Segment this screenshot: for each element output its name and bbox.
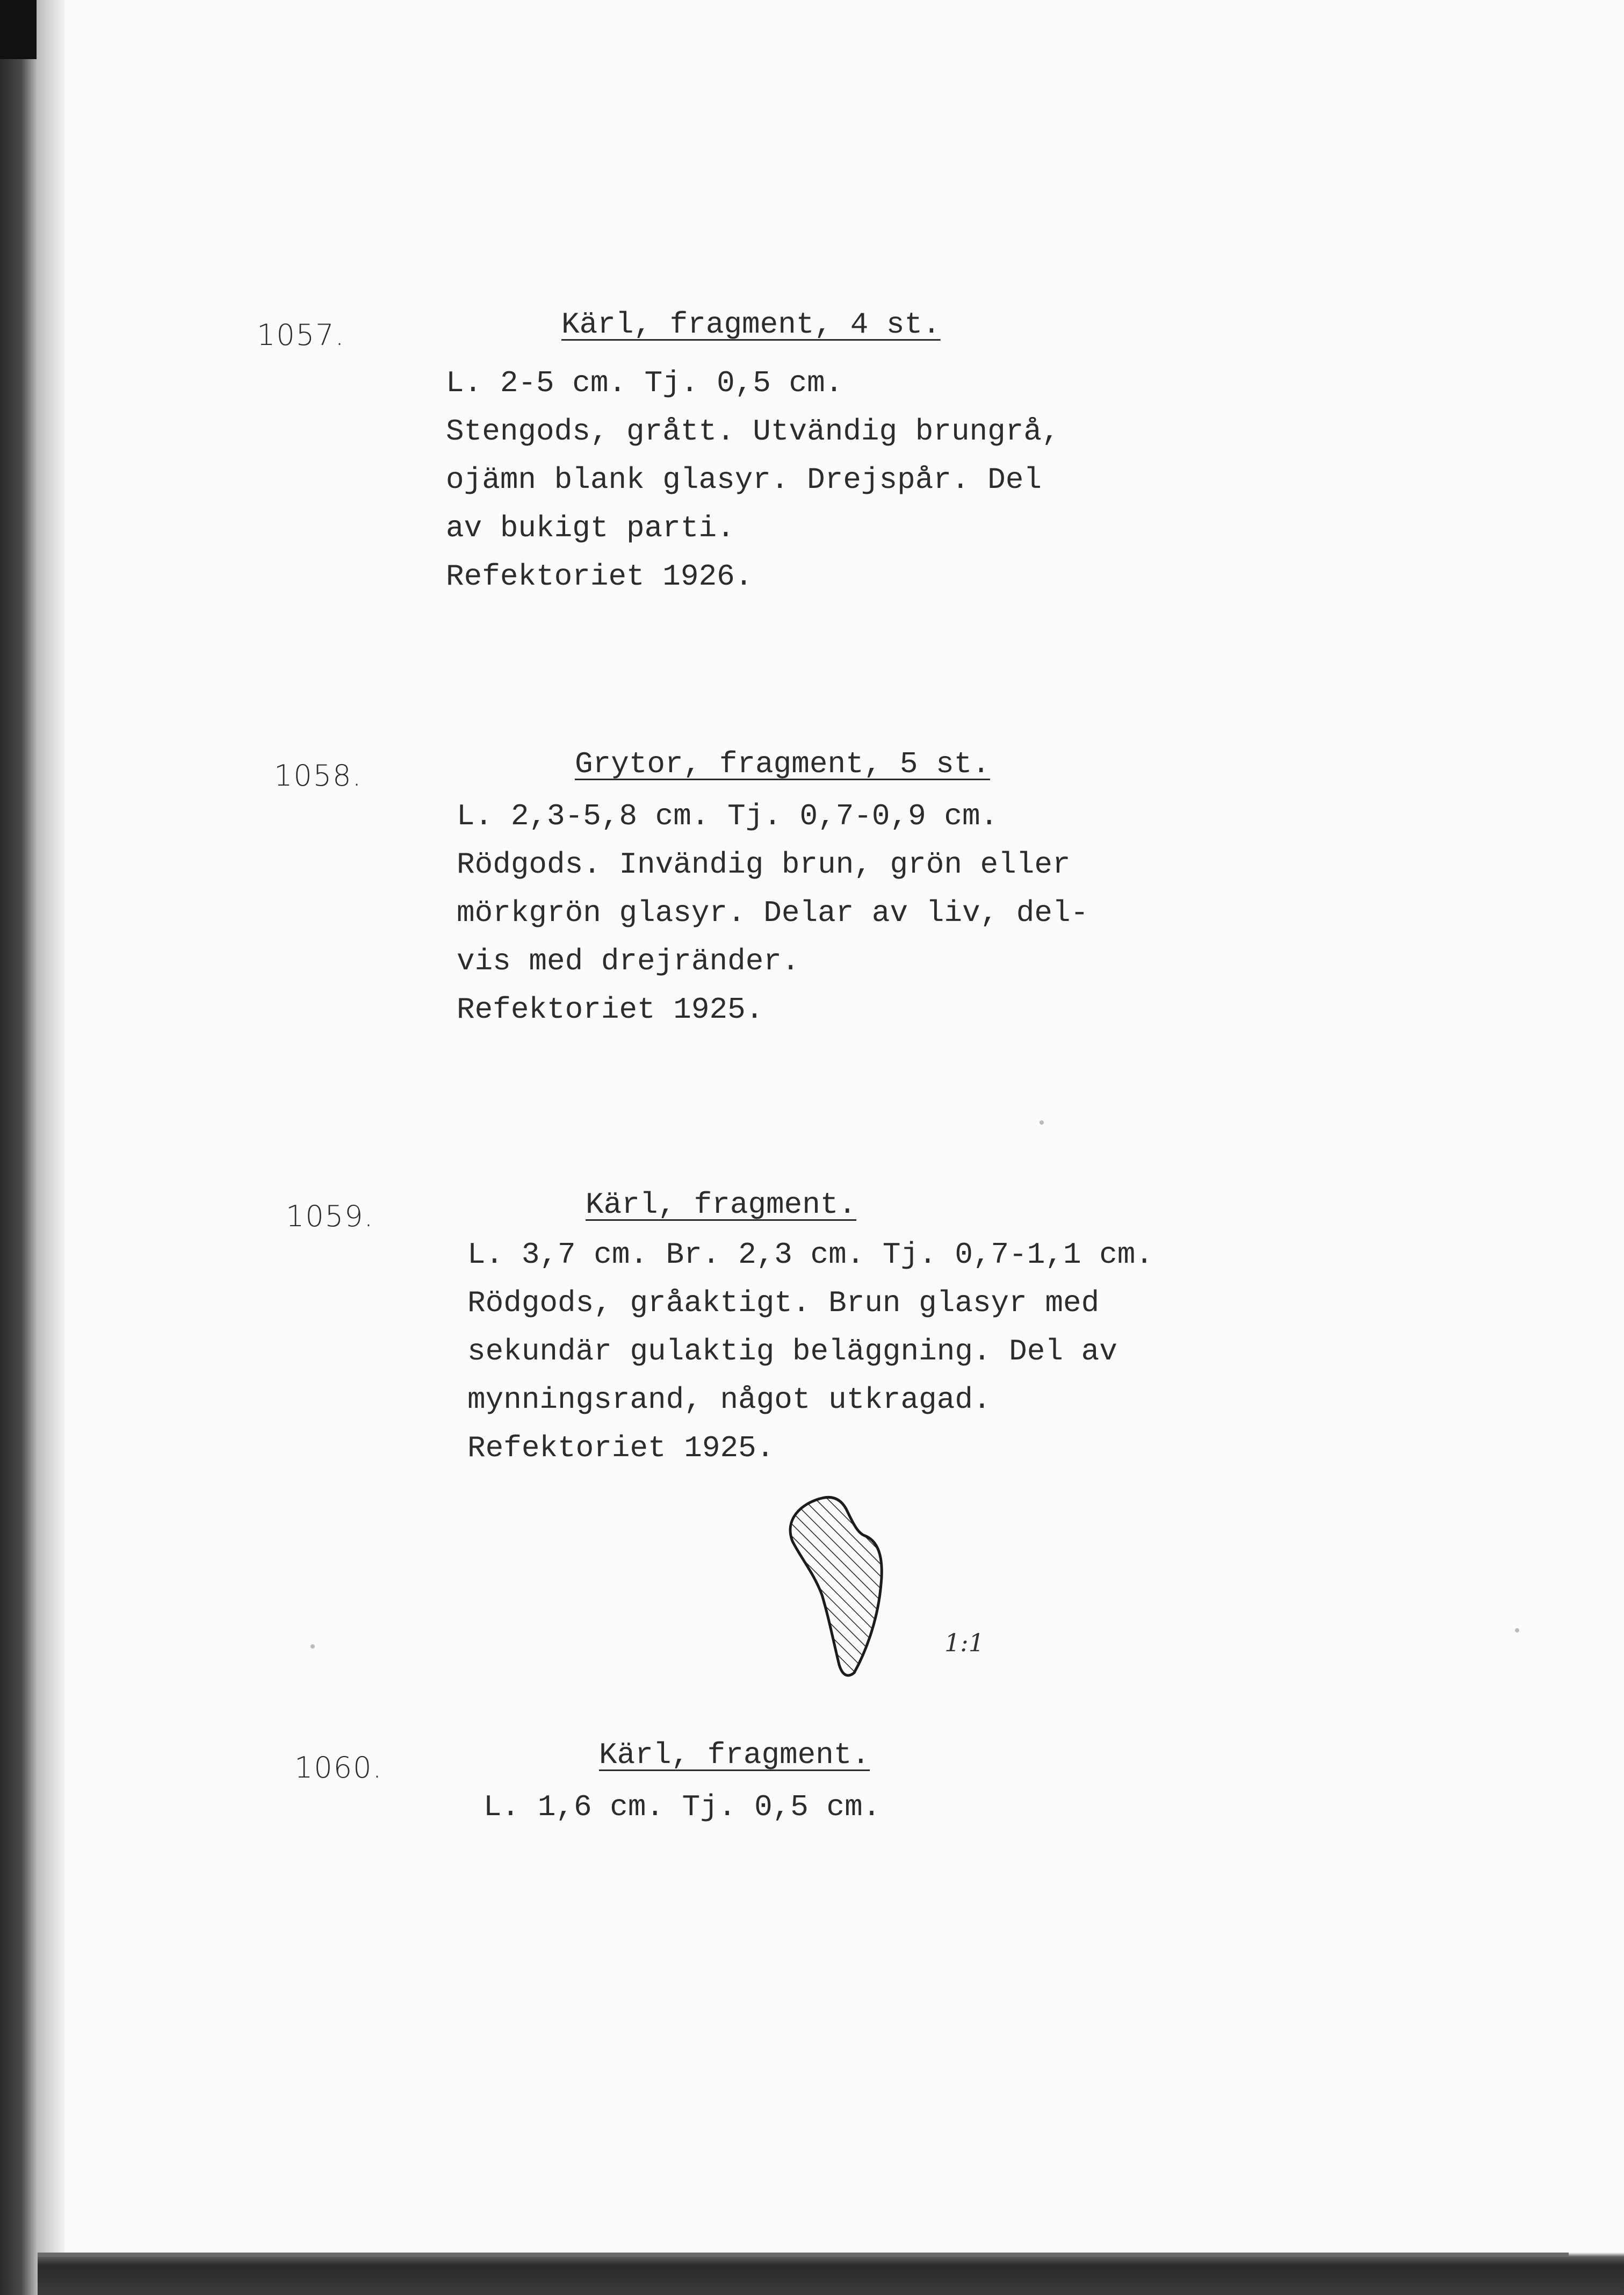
entry-description [483, 1783, 880, 1831]
description-line: L. 3,7 cm. Br. 2,3 cm. Tj. 0,7-1,1 cm. [467, 1238, 1154, 1272]
description-line: mörkgrön glasyr. Delar av liv, del- [457, 896, 1089, 930]
paper-speck [1515, 1628, 1519, 1632]
description-line: L. 1,6 cm. Tj. 0,5 cm. [483, 1790, 881, 1824]
description-line: Refektoriet 1926. [446, 559, 753, 594]
page-binding-edge [0, 0, 64, 2295]
description-line: Stengods, grått. Utvändig brungrå, [446, 414, 1060, 449]
entry-number: 1058. [274, 759, 363, 793]
description-line: Rödgods, gråaktigt. Brun glasyr med [467, 1286, 1100, 1320]
entry-title: Kärl, fragment, 4 st. [561, 307, 941, 342]
description-line: Refektoriet 1925. [467, 1431, 775, 1465]
entry-number: 1057. [257, 318, 345, 352]
description-line: vis med drejränder. [457, 944, 800, 979]
entry-number: 1059. [286, 1199, 374, 1233]
entry-description [457, 792, 1088, 1034]
description-line: L. 2-5 cm. Tj. 0,5 cm. [446, 366, 843, 400]
entry-title: Kärl, fragment. [599, 1738, 870, 1772]
description-line: Rödgods. Invändig brun, grön eller [457, 847, 1071, 882]
description-line: L. 2,3-5,8 cm. Tj. 0,7-0,9 cm. [457, 799, 999, 833]
entry-title: Kärl, fragment. [586, 1188, 857, 1222]
entry-description [446, 359, 1060, 601]
sherd-profile-drawing [779, 1487, 940, 1692]
entry-title: Grytor, fragment, 5 st. [575, 747, 990, 781]
paper-speck [1040, 1120, 1044, 1125]
description-line: sekundär gulaktig beläggning. Del av [467, 1334, 1117, 1369]
page-bottom-edge [38, 2253, 1624, 2295]
description-line: Refektoriet 1925. [457, 992, 764, 1027]
paper-speck [311, 1644, 315, 1649]
entry-number: 1060. [294, 1751, 383, 1785]
entry-description [467, 1231, 1153, 1472]
description-line: mynningsrand, något utkragad. [467, 1383, 991, 1417]
description-line: ojämn blank glasyr. Drejspår. Del [446, 463, 1042, 497]
scale-label: 1:1 [944, 1628, 985, 1657]
description-line: av bukigt parti. [446, 511, 735, 545]
